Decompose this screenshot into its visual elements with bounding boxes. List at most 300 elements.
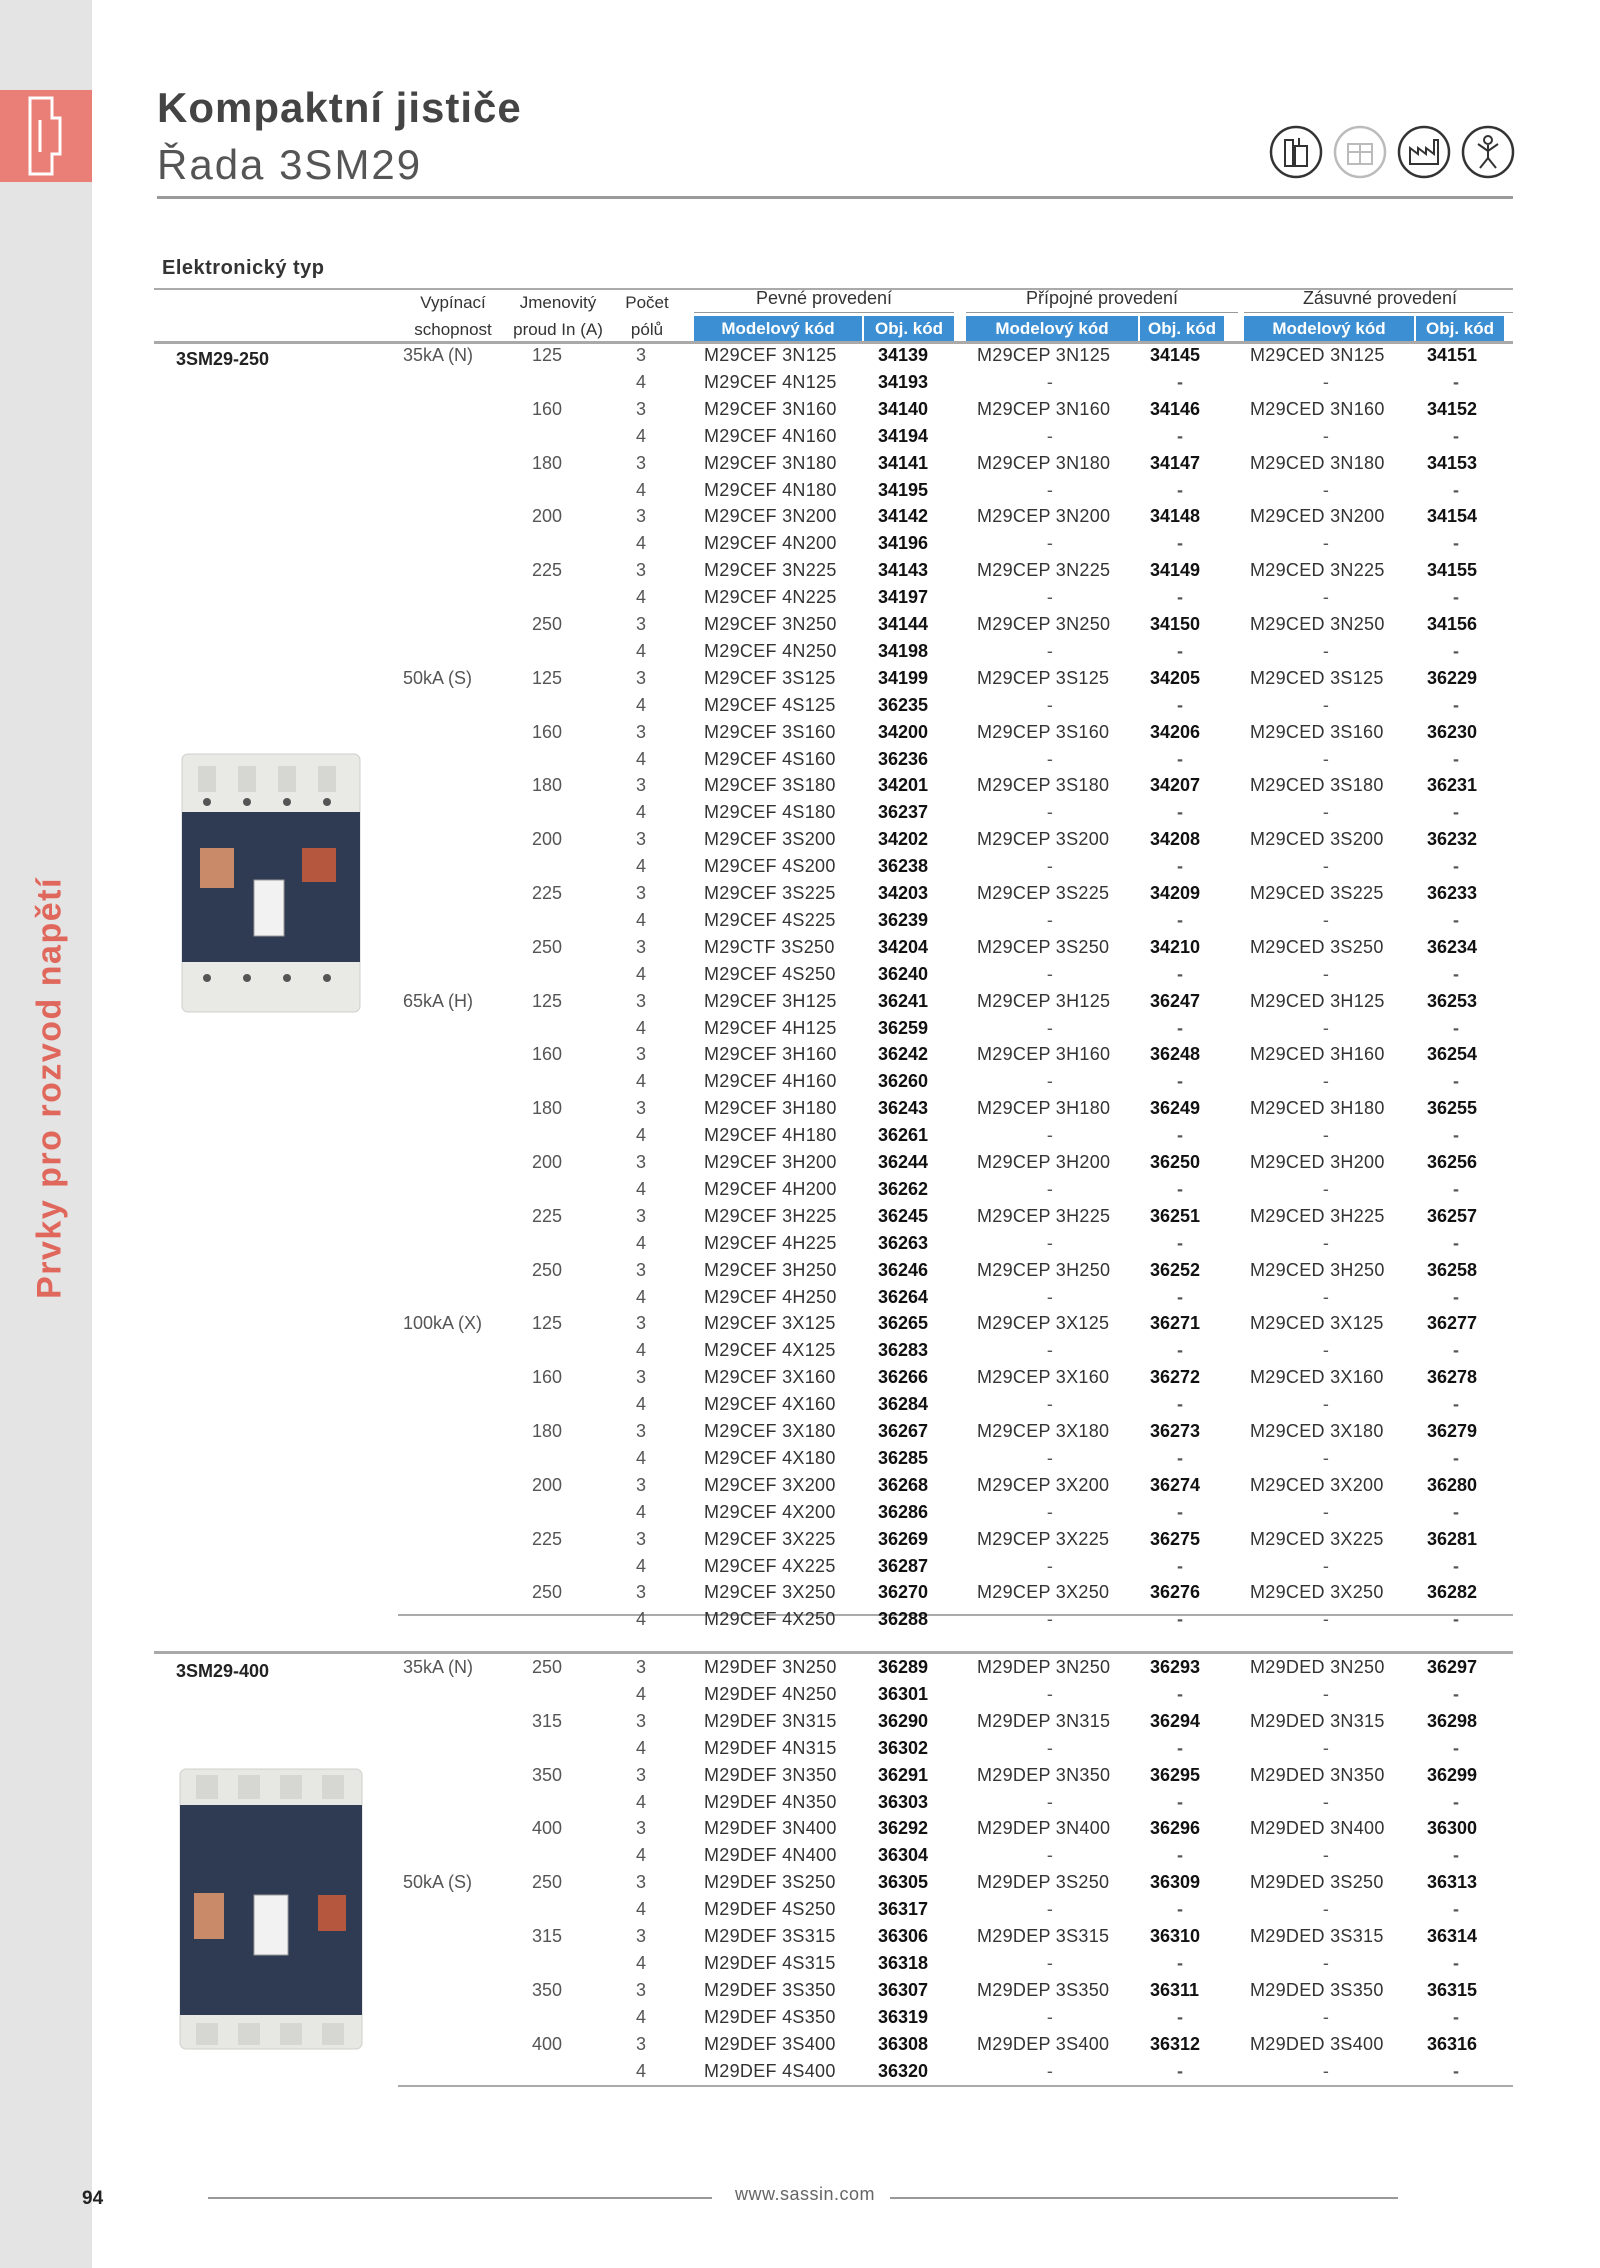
fixed-model-code: M29CEF 4H160 xyxy=(704,1071,837,1092)
plugin-order-code: 34146 xyxy=(1150,398,1201,419)
group-plugin: Přípojné provedení xyxy=(1025,288,1179,308)
breaker-photo-250 xyxy=(176,752,366,1014)
plugin-order-code: - xyxy=(1177,909,1183,930)
drawout-model-code: M29CED 3H200 xyxy=(1250,1152,1385,1172)
fixed-order-code: 36235 xyxy=(878,694,929,715)
drawout-model-code: - xyxy=(1322,2006,1330,2027)
fixed-model-code: M29CEF 4S200 xyxy=(704,856,836,877)
rated-current: 250 xyxy=(531,1582,562,1603)
drawout-model-code: M29CED 3S160 xyxy=(1250,721,1384,742)
plugin-model-code: - xyxy=(1046,1071,1054,1092)
fixed-model-code: M29CEF 4S160 xyxy=(704,748,836,769)
drawout-order-code: - xyxy=(1453,2060,1459,2081)
fixed-order-code: 36270 xyxy=(878,1582,929,1603)
plugin-order-code: 34209 xyxy=(1150,883,1201,903)
fixed-order-code: 36292 xyxy=(878,1818,929,1839)
plugin-model-code: - xyxy=(1046,2006,1054,2027)
fixed-order-code: 36302 xyxy=(878,1737,929,1758)
plugin-order-code: 36294 xyxy=(1150,1710,1201,1731)
drawout-model-code: - xyxy=(1322,1952,1330,1973)
drawout-order-code: 36255 xyxy=(1427,1098,1478,1119)
drawout-order-code: - xyxy=(1453,371,1459,392)
plugin-model-code: M29DEP 3S400 xyxy=(977,2033,1110,2054)
plugin-order-code: - xyxy=(1177,1286,1183,1307)
pole-count: 3 xyxy=(635,1474,646,1495)
pole-count: 4 xyxy=(635,2006,646,2027)
drawout-order-code: 36230 xyxy=(1427,721,1478,742)
subhead-fixed-order: Obj. kód xyxy=(864,316,954,341)
plugin-order-code: 34149 xyxy=(1150,560,1201,581)
pole-count: 3 xyxy=(635,667,646,688)
plugin-order-code: 34206 xyxy=(1150,721,1201,742)
pole-count: 3 xyxy=(635,883,646,903)
drawout-order-code: - xyxy=(1453,1683,1459,1704)
plugin-model-code: - xyxy=(1046,1501,1054,1522)
drawout-model-code: - xyxy=(1322,909,1330,930)
plugin-model-code: M29CEP 3N200 xyxy=(977,506,1111,527)
drawout-model-code: - xyxy=(1322,1071,1330,1092)
plugin-order-code: - xyxy=(1177,1845,1183,1866)
rated-current: 400 xyxy=(531,2033,562,2054)
pole-count: 3 xyxy=(635,1528,646,1549)
fixed-model-code: M29CEF 4N180 xyxy=(704,479,837,500)
fixed-order-code: 34144 xyxy=(878,614,929,634)
pole-count: 4 xyxy=(635,802,646,823)
drawout-model-code: M29CED 3X160 xyxy=(1250,1367,1384,1388)
pole-count: 4 xyxy=(635,1017,646,1038)
plugin-order-code: - xyxy=(1177,1125,1183,1146)
fixed-order-code: 34142 xyxy=(878,506,929,527)
plugin-order-code: 36276 xyxy=(1150,1582,1201,1603)
plugin-model-code: M29DEP 3N400 xyxy=(977,1818,1111,1839)
chapter-tab xyxy=(0,90,92,182)
drawout-model-code: - xyxy=(1322,1232,1330,1253)
drawout-order-code: - xyxy=(1453,1017,1459,1038)
drawout-model-code: - xyxy=(1322,1286,1330,1307)
fixed-order-code: 36264 xyxy=(878,1286,929,1307)
pole-count: 4 xyxy=(635,909,646,930)
drawout-model-code: M29CED 3S250 xyxy=(1250,936,1384,957)
fixed-order-code: 36262 xyxy=(878,1178,929,1199)
plugin-model-code: - xyxy=(1046,963,1054,984)
drawout-order-code: - xyxy=(1453,2006,1459,2027)
rated-current: 400 xyxy=(531,1818,562,1839)
plugin-order-code: - xyxy=(1177,587,1183,608)
fixed-model-code: M29CEF 3H180 xyxy=(704,1098,837,1119)
rated-current: 125 xyxy=(531,667,562,688)
plugin-order-code: 36295 xyxy=(1150,1764,1201,1785)
fixed-model-code: M29DEF 4S400 xyxy=(704,2060,836,2081)
fixed-model-code: M29DEF 4N315 xyxy=(704,1737,837,1758)
drawout-model-code: M29CED 3H180 xyxy=(1250,1098,1385,1119)
rated-current: 250 xyxy=(531,1657,562,1677)
fixed-order-code: 34199 xyxy=(878,667,929,688)
fixed-model-code: M29CEF 3N200 xyxy=(704,506,837,527)
drawout-model-code: M29CED 3S125 xyxy=(1250,667,1384,688)
fixed-order-code: 36284 xyxy=(878,1394,929,1415)
fixed-order-code: 36319 xyxy=(878,2006,929,2027)
drawout-order-code: 36232 xyxy=(1427,829,1478,850)
fixed-model-code: M29CEF 3H250 xyxy=(704,1259,837,1280)
plugin-model-code: M29CEP 3H180 xyxy=(977,1098,1111,1119)
drawout-order-code: 36282 xyxy=(1427,1582,1478,1603)
plugin-order-code: - xyxy=(1177,1340,1183,1361)
plugin-order-code: 36296 xyxy=(1150,1818,1201,1839)
fixed-model-code: M29DEF 3N400 xyxy=(704,1818,837,1839)
rated-current: 225 xyxy=(531,560,562,581)
pole-count: 4 xyxy=(635,1555,646,1576)
series-name-400: 3SM29-400 xyxy=(176,1661,270,1681)
plugin-order-code: - xyxy=(1177,748,1183,769)
pole-count: 3 xyxy=(635,398,646,419)
fixed-order-code: 36318 xyxy=(878,1952,929,1973)
fixed-order-code: 34194 xyxy=(878,425,929,446)
group-drawout-line xyxy=(1244,312,1513,313)
pole-count: 4 xyxy=(635,640,646,661)
plugin-model-code: M29CEP 3X225 xyxy=(977,1528,1110,1549)
breaking-capacity: 35kA (N) xyxy=(403,1657,474,1677)
col-breaking-1: Vypínací xyxy=(420,293,486,312)
drawout-model-code: - xyxy=(1322,2060,1330,2081)
fixed-model-code: M29CEF 4N125 xyxy=(704,371,837,392)
plugin-order-code: 34210 xyxy=(1150,936,1201,957)
pole-count: 4 xyxy=(635,748,646,769)
fixed-model-code: M29DEF 4N250 xyxy=(704,1683,837,1704)
fixed-model-code: M29DEF 3S400 xyxy=(704,2033,836,2054)
fixed-model-code: M29CEF 4X200 xyxy=(704,1501,836,1522)
drawout-model-code: - xyxy=(1322,748,1330,769)
pole-count: 3 xyxy=(635,1367,646,1388)
drawout-model-code: - xyxy=(1322,1737,1330,1758)
plugin-order-code: - xyxy=(1177,2006,1183,2027)
pole-count: 4 xyxy=(635,1791,646,1812)
fixed-order-code: 36237 xyxy=(878,802,929,823)
rated-current: 160 xyxy=(531,1044,562,1065)
plugin-model-code: M29CEP 3S160 xyxy=(977,721,1110,742)
fixed-order-code: 36283 xyxy=(878,1340,929,1361)
plugin-order-code: - xyxy=(1177,425,1183,446)
building-icon xyxy=(1268,124,1324,180)
fixed-order-code: 36236 xyxy=(878,748,929,769)
drawout-model-code: M29DED 3S350 xyxy=(1250,1979,1384,2000)
plugin-order-code: 36250 xyxy=(1150,1152,1201,1172)
plugin-order-code: - xyxy=(1177,1071,1183,1092)
drawout-order-code: 36229 xyxy=(1427,667,1478,688)
plugin-model-code: - xyxy=(1046,748,1054,769)
plugin-model-code: M29DEP 3N315 xyxy=(977,1710,1111,1731)
pole-count: 3 xyxy=(635,990,646,1011)
plugin-model-code: M29CEP 3S250 xyxy=(977,936,1110,957)
fixed-model-code: M29DEF 3N250 xyxy=(704,1657,837,1677)
pole-count: 4 xyxy=(635,1178,646,1199)
plugin-model-code: - xyxy=(1046,1737,1054,1758)
plugin-model-code: - xyxy=(1046,371,1054,392)
pole-count: 4 xyxy=(635,479,646,500)
plugin-order-code: 36271 xyxy=(1150,1313,1201,1334)
fixed-order-code: 36240 xyxy=(878,963,929,984)
drawout-order-code: - xyxy=(1453,1737,1459,1758)
drawout-model-code: - xyxy=(1322,1845,1330,1866)
fixed-model-code: M29CEF 4H125 xyxy=(704,1017,837,1038)
drawout-model-code: M29DED 3S250 xyxy=(1250,1872,1384,1893)
drawout-order-code: - xyxy=(1453,1609,1459,1630)
plugin-order-code: 34205 xyxy=(1150,667,1201,688)
pole-count: 3 xyxy=(635,1205,646,1226)
rated-current: 180 xyxy=(531,452,562,473)
drawout-order-code: 36298 xyxy=(1427,1710,1478,1731)
pole-count: 4 xyxy=(635,856,646,877)
pole-count: 4 xyxy=(635,1340,646,1361)
series-rule-400 xyxy=(154,1651,1513,1654)
breaking-capacity: 50kA (S) xyxy=(403,1872,473,1893)
fixed-order-code: 36320 xyxy=(878,2060,929,2081)
fixed-model-code: M29CEF 3X250 xyxy=(704,1582,836,1603)
plugin-order-code: - xyxy=(1177,1394,1183,1415)
plugin-model-code: - xyxy=(1046,533,1054,554)
fixed-model-code: M29CEF 4N250 xyxy=(704,640,837,661)
subhead-plugin-model: Modelový kód xyxy=(966,316,1138,341)
plugin-model-code: M29DEP 3S250 xyxy=(977,1872,1110,1893)
plugin-order-code: - xyxy=(1177,1683,1183,1704)
pole-count: 3 xyxy=(635,2033,646,2054)
pole-count: 3 xyxy=(635,506,646,527)
pole-count: 3 xyxy=(635,560,646,581)
drawout-model-code: M29DED 3N315 xyxy=(1250,1710,1385,1731)
drawout-order-code: - xyxy=(1453,1286,1459,1307)
rated-current: 180 xyxy=(531,1098,562,1119)
drawout-order-code: - xyxy=(1453,1178,1459,1199)
pole-count: 4 xyxy=(635,1125,646,1146)
fixed-order-code: 36243 xyxy=(878,1098,929,1119)
drawout-order-code: 36231 xyxy=(1427,775,1478,796)
fixed-model-code: M29CEF 4X180 xyxy=(704,1447,836,1468)
drawout-model-code: - xyxy=(1322,425,1330,446)
drawout-order-code: 34156 xyxy=(1427,614,1478,634)
drawout-order-code: 36281 xyxy=(1427,1528,1478,1549)
drawout-model-code: - xyxy=(1322,1125,1330,1146)
drawout-order-code: 36314 xyxy=(1427,1926,1478,1946)
plugin-order-code: 36275 xyxy=(1150,1528,1201,1549)
plugin-order-code: 34150 xyxy=(1150,614,1201,634)
breaking-capacity: 65kA (H) xyxy=(403,990,474,1011)
pole-count: 4 xyxy=(635,1952,646,1973)
plugin-order-code: 36272 xyxy=(1150,1367,1201,1388)
fixed-order-code: 36286 xyxy=(878,1501,929,1522)
plugin-order-code: 36251 xyxy=(1150,1205,1201,1226)
drawout-order-code: - xyxy=(1453,1845,1459,1866)
plugin-model-code: - xyxy=(1046,1232,1054,1253)
pole-count: 3 xyxy=(635,721,646,742)
rated-current: 200 xyxy=(531,506,562,527)
drawout-order-code: - xyxy=(1453,1232,1459,1253)
drawout-order-code: 36256 xyxy=(1427,1152,1478,1172)
pole-count: 3 xyxy=(635,614,646,634)
page-subtitle: Řada 3SM29 xyxy=(157,141,423,188)
drawout-order-code: 36299 xyxy=(1427,1764,1478,1785)
drawout-order-code: - xyxy=(1453,694,1459,715)
plugin-model-code: - xyxy=(1046,909,1054,930)
fixed-order-code: 36269 xyxy=(878,1528,929,1549)
plugin-model-code: M29CEP 3S200 xyxy=(977,829,1110,850)
drawout-order-code: 36258 xyxy=(1427,1259,1478,1280)
fixed-order-code: 36288 xyxy=(878,1609,929,1630)
plugin-model-code: M29CEP 3X160 xyxy=(977,1367,1110,1388)
plugin-model-code: M29CEP 3X250 xyxy=(977,1582,1110,1603)
fixed-order-code: 36244 xyxy=(878,1152,929,1172)
col-current-1: Jmenovitý xyxy=(519,293,597,312)
plugin-order-code: 34208 xyxy=(1150,829,1201,850)
plugin-order-code: - xyxy=(1177,1737,1183,1758)
fixed-model-code: M29DEF 4S250 xyxy=(704,1899,836,1920)
drawout-order-code: 36278 xyxy=(1427,1367,1478,1388)
drawout-order-code: - xyxy=(1453,909,1459,930)
drawout-model-code: - xyxy=(1322,856,1330,877)
fixed-model-code: M29CEF 3S200 xyxy=(704,829,836,850)
section-label: Elektronický typ xyxy=(162,257,325,279)
drawout-model-code: M29CED 3N250 xyxy=(1250,614,1385,634)
fixed-order-code: 34141 xyxy=(878,452,929,473)
fixed-model-code: M29CEF 4X250 xyxy=(704,1609,836,1630)
pole-count: 3 xyxy=(635,829,646,850)
plugin-order-code: 36248 xyxy=(1150,1044,1201,1065)
plugin-model-code: M29CEP 3H225 xyxy=(977,1205,1111,1226)
plugin-model-code: M29DEP 3S315 xyxy=(977,1926,1110,1946)
drawout-model-code: - xyxy=(1322,1178,1330,1199)
drawout-order-code: - xyxy=(1453,1447,1459,1468)
fixed-order-code: 36308 xyxy=(878,2033,929,2054)
plugin-model-code: - xyxy=(1046,587,1054,608)
pole-count: 3 xyxy=(635,1818,646,1839)
drawout-model-code: - xyxy=(1322,1501,1330,1522)
fixed-order-code: 34202 xyxy=(878,829,929,850)
drawout-model-code: M29CED 3X250 xyxy=(1250,1582,1384,1603)
drawout-model-code: M29CED 3H125 xyxy=(1250,990,1385,1011)
rated-current: 125 xyxy=(531,1313,562,1334)
drawout-order-code: 36277 xyxy=(1427,1313,1478,1334)
plugin-model-code: - xyxy=(1046,1609,1054,1630)
fixed-order-code: 36301 xyxy=(878,1683,929,1704)
fixed-order-code: 36268 xyxy=(878,1474,929,1495)
drawout-model-code: - xyxy=(1322,1017,1330,1038)
plugin-model-code: - xyxy=(1046,1178,1054,1199)
drawout-order-code: 36279 xyxy=(1427,1421,1478,1441)
fixed-model-code: M29CEF 4N200 xyxy=(704,533,837,554)
drawout-model-code: M29CED 3N200 xyxy=(1250,506,1385,527)
rated-current: 160 xyxy=(531,398,562,419)
plugin-order-code: - xyxy=(1177,694,1183,715)
drawout-model-code: M29CED 3X225 xyxy=(1250,1528,1384,1549)
fixed-order-code: 36260 xyxy=(878,1071,929,1092)
pole-count: 4 xyxy=(635,1501,646,1522)
drawout-order-code: - xyxy=(1453,963,1459,984)
plugin-model-code: - xyxy=(1046,1952,1054,1973)
plugin-model-code: - xyxy=(1046,1017,1054,1038)
plugin-model-code: - xyxy=(1046,1125,1054,1146)
plugin-model-code: M29CEP 3N225 xyxy=(977,560,1111,581)
fixed-model-code: M29CEF 3H160 xyxy=(704,1044,837,1065)
plugin-order-code: 36249 xyxy=(1150,1098,1201,1119)
fixed-order-code: 36305 xyxy=(878,1872,929,1893)
plugin-order-code: 36312 xyxy=(1150,2033,1201,2054)
fixed-order-code: 36289 xyxy=(878,1657,929,1677)
fixed-order-code: 36242 xyxy=(878,1044,929,1065)
plugin-order-code: - xyxy=(1177,1952,1183,1973)
plugin-order-code: - xyxy=(1177,640,1183,661)
fixed-model-code: M29DEF 3S315 xyxy=(704,1926,836,1946)
fixed-model-code: M29CEF 4H180 xyxy=(704,1125,837,1146)
plugin-order-code: - xyxy=(1177,1609,1183,1630)
drawout-model-code: - xyxy=(1322,371,1330,392)
pole-count: 4 xyxy=(635,1683,646,1704)
footer-url[interactable]: www.sassin.com xyxy=(734,2184,876,2204)
fixed-model-code: M29CEF 4X225 xyxy=(704,1555,836,1576)
pole-count: 4 xyxy=(635,425,646,446)
plugin-model-code: M29CEP 3H125 xyxy=(977,990,1111,1011)
plugin-model-code: - xyxy=(1046,1683,1054,1704)
drawout-order-code: - xyxy=(1453,1125,1459,1146)
pole-count: 4 xyxy=(635,533,646,554)
subhead-drawout-order: Obj. kód xyxy=(1416,316,1504,341)
drawout-model-code: - xyxy=(1322,640,1330,661)
fixed-order-code: 36267 xyxy=(878,1421,929,1441)
pole-count: 3 xyxy=(635,1313,646,1334)
plugin-order-code: - xyxy=(1177,1899,1183,1920)
fixed-order-code: 34143 xyxy=(878,560,929,581)
fixed-model-code: M29DEF 3N350 xyxy=(704,1764,837,1785)
drawout-model-code: M29CED 3X125 xyxy=(1250,1313,1384,1334)
table-end-rule-400 xyxy=(398,2085,1513,2087)
drawout-model-code: M29CED 3H160 xyxy=(1250,1044,1385,1065)
drawout-order-code: 34155 xyxy=(1427,560,1478,581)
drawout-order-code: - xyxy=(1453,802,1459,823)
drawout-order-code: - xyxy=(1453,533,1459,554)
plugin-order-code: - xyxy=(1177,1178,1183,1199)
plugin-model-code: - xyxy=(1046,640,1054,661)
fixed-order-code: 36290 xyxy=(878,1710,929,1731)
plugin-order-code: 36273 xyxy=(1150,1421,1201,1441)
drawout-order-code: 36300 xyxy=(1427,1818,1478,1839)
pole-count: 4 xyxy=(635,371,646,392)
fixed-model-code: M29CEF 4N225 xyxy=(704,587,837,608)
factory-icon xyxy=(1332,124,1388,180)
fixed-model-code: M29CEF 3X160 xyxy=(704,1367,836,1388)
fixed-order-code: 34197 xyxy=(878,587,929,608)
plugin-model-code: M29CEP 3H160 xyxy=(977,1044,1111,1065)
plugin-order-code: - xyxy=(1177,1017,1183,1038)
pole-count: 4 xyxy=(635,1447,646,1468)
fixed-model-code: M29CEF 3S225 xyxy=(704,883,836,903)
col-poles-2: pólů xyxy=(630,320,664,339)
pole-count: 4 xyxy=(635,1845,646,1866)
plugin-order-code: - xyxy=(1177,1501,1183,1522)
drawout-order-code: 36280 xyxy=(1427,1474,1478,1495)
drawout-order-code: 34152 xyxy=(1427,398,1478,419)
page-title: Kompaktní jističe xyxy=(157,84,522,131)
fixed-order-code: 36238 xyxy=(878,856,929,877)
pole-count: 4 xyxy=(635,587,646,608)
fixed-model-code: M29DEF 4N350 xyxy=(704,1791,837,1812)
fixed-order-code: 34201 xyxy=(878,775,929,796)
fixed-order-code: 34140 xyxy=(878,398,929,419)
plugin-model-code: M29CEP 3N180 xyxy=(977,452,1111,473)
plugin-order-code: - xyxy=(1177,479,1183,500)
drawout-model-code: M29CED 3H250 xyxy=(1250,1259,1385,1280)
drawout-order-code: - xyxy=(1453,587,1459,608)
fixed-model-code: M29CEF 4H250 xyxy=(704,1286,837,1307)
drawout-order-code: - xyxy=(1453,479,1459,500)
drawout-model-code: - xyxy=(1322,479,1330,500)
rated-current: 200 xyxy=(531,1152,562,1172)
